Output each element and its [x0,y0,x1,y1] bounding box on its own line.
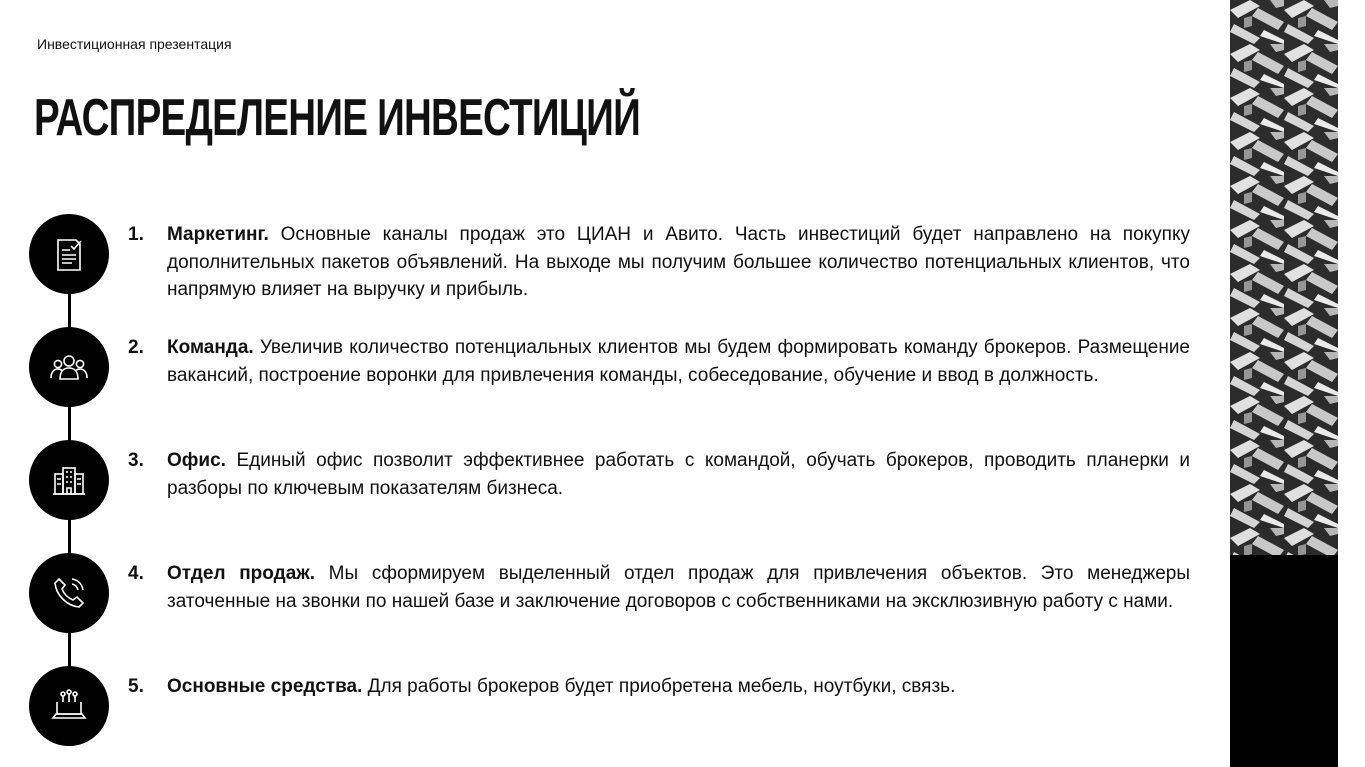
list-item [128,673,1190,701]
item-text: Основные каналы продаж это ЦИАН и Авито. Часть инвестиций будет направлено на покупку дополнительных пакетов объявлений. На выходе мы получим большее количество потенциальных клиентов, что напрямую влияет на выручку и прибыль. [167,224,1190,300]
timeline-node-marketing [29,214,109,294]
list-item [128,447,1190,502]
item-text: Для работы брокеров будет приобретена мебель, ноутбуки, связь. [362,676,956,697]
item-text: Увеличив количество потенциальных клиентов мы будем формировать команду брокеров. Размещение вакансий, построение воронки для привлечения команды, собеседование, обучение и ввод в должность. [167,337,1190,386]
item-number: 3. [128,450,144,471]
item-heading: Маркетинг. [167,224,269,245]
item-text: Единый офис позволит эффективнее работать с командой, обучать брокеров, проводить планерки и разборы по ключевым показателям бизнеса. [167,450,1190,499]
architecture-photo [1230,0,1338,555]
team-icon [49,347,89,387]
timeline-node-assets [29,666,109,746]
slide-subtitle: Инвестиционная презентация [37,36,232,52]
item-heading: Основные средства. [167,676,363,697]
item-heading: Отдел продаж. [167,563,316,584]
item-number: 2. [128,337,144,358]
timeline-node-sales [29,553,109,633]
list-item [128,221,1190,304]
list-item [128,560,1190,615]
phone-icon [49,573,89,613]
document-check-icon [49,234,89,274]
laptop-icon [49,686,89,726]
item-heading: Команда. [167,337,254,358]
timeline-node-team [29,327,109,407]
slide-title: РАСПРЕДЕЛЕНИЕ ИНВЕСТИЦИЙ [34,89,641,147]
office-building-icon [49,460,89,500]
item-number: 4. [128,563,144,584]
list-item [128,334,1190,389]
item-text: Мы сформируем выделенный отдел продаж для привлечения объектов. Это менеджеры заточенные на звонки по нашей базе и заключение договоров с собственниками на эксклюзивную работу с нами. [167,563,1190,612]
item-number: 5. [128,676,144,697]
timeline-node-office [29,440,109,520]
side-black-panel [1230,555,1338,767]
item-number: 1. [128,224,144,245]
item-heading: Офис. [167,450,226,471]
